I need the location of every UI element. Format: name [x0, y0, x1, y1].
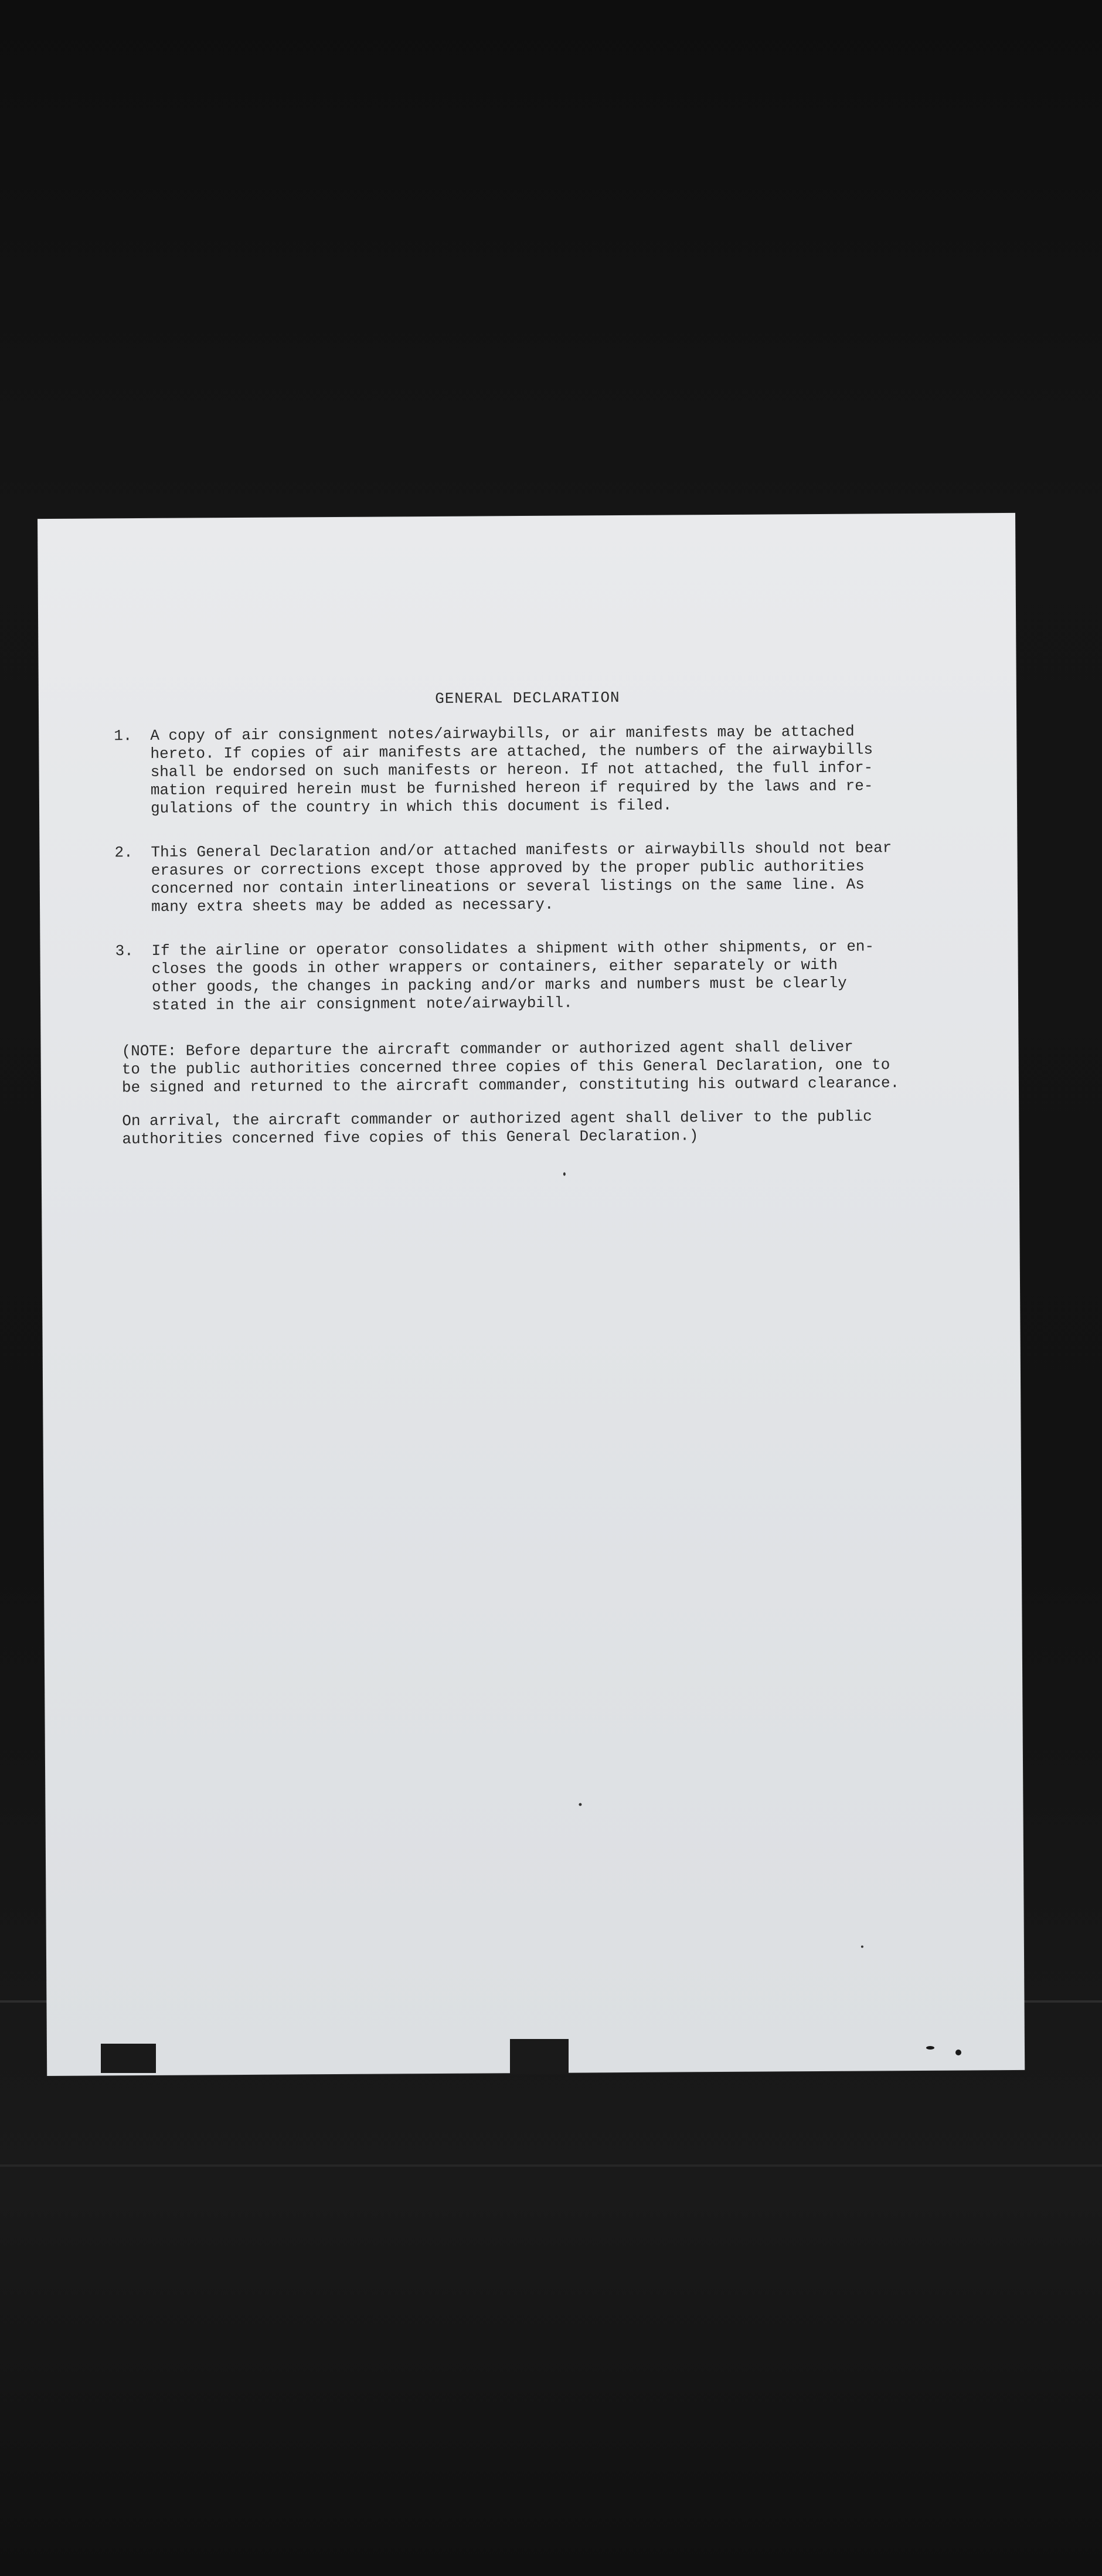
item-number: 2.: [114, 844, 133, 862]
document-page: [38, 513, 1025, 2076]
ink-speck: [563, 1173, 566, 1176]
note-paragraph: (NOTE: Before departure the aircraft commander or authorized agent shall deliver to the public authorities concerned three copies of this General Declaration, one to be signed and returned to the aircraft commander, constituting his outward clearance.: [121, 1038, 900, 1097]
item-number: 3.: [115, 942, 134, 960]
ink-speck: [579, 1803, 581, 1806]
scan-streak: [0, 2164, 1102, 2167]
instructions-list: [114, 722, 945, 1041]
item-number: 1.: [114, 727, 132, 745]
instruction-item: [115, 937, 945, 1015]
item-text: A copy of air consignment notes/airwaybills, or air manifests may be attached hereto. If copies of air manifests are attached, the numbers of the airwaybills shall be endorsed on such manifests or hereon. If not attached, the full infor- mation required herein must be furnished hereon if required by the laws and re- gulations of the country in which this document is filed.: [150, 722, 873, 817]
ink-speck: [861, 1946, 863, 1948]
ink-speck: [955, 2050, 961, 2055]
item-text: This General Declaration and/or attached manifests or airwaybills should not bear erasures or corrections except those approved by the proper public authorities concerned nor contain interlineations or several listings on the same line. As many extra sheets may be added as necessary.: [151, 839, 892, 916]
instruction-item: [114, 722, 944, 818]
binding-tab-mark: [101, 2044, 156, 2073]
binding-tab-mark: [510, 2039, 569, 2074]
item-text: If the airline or operator consolidates a shipment with other shipments, or en- closes the goods in other wrappers or containers, either separately or with other goods, the changes in packing and/or marks and numbers must be clearly stated in the air consignment note/airwaybill.: [151, 937, 875, 1014]
document-title: GENERAL DECLARATION: [435, 689, 620, 708]
instruction-item: [114, 839, 945, 917]
ink-speck: [926, 2046, 934, 2050]
note-paragraph: On arrival, the aircraft commander or authorized agent shall deliver to the public authorities concerned five copies of this General Declaration.): [122, 1107, 872, 1148]
